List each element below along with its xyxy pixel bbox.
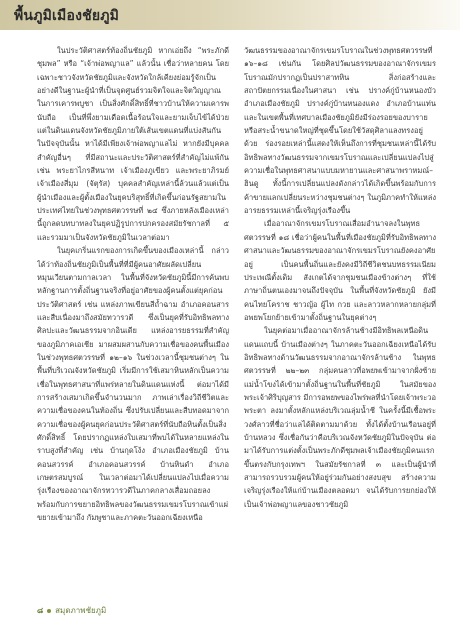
page-footer xyxy=(37,604,106,617)
paragraph: วัฒนธรรมของอาณาจักรเขมรโบราณในช่วงพุทธศตวรรษที่ ๑๖–๑๘ เช่นกัน โดยศิลปวัฒนธรรมของอาณาจักรเขมรโบราณมักปรากฏเป็นปราสาทหิน สิ่งก่อสร้างและสถาปัตยกรรมเนื่องในศาสนา เช่น ปรางค์กู่บ้านหนองบัว อำเภอเมืองชัยภูมิ ปรางค์กู่บ้านหนองแดง อำเภอบ้านแท่น และในเขตพื้นที่เทศบาลเมืองชัยภูมิยังมีร่องรอยของบารายหรือสระน้ำขนาดใหญ่ที่ชุดขึ้นโดยใช้วัสดุศิลาแลงทรงอยู่ด้วย ร่องรอยเหล่านี้แสดงให้เห็นถึงการที่ชุมชนเหล่านี้ได้รับอิทธิพลทางวัฒนธรรมจากเขมรโบราณและเปลี่ยนแปลงไปสู่ความเชื่อในพุทธศาสนาแบบมหายานและศาสนาพราหมณ์–ฮินดู ทั้งนี้การเปลี่ยนแปลงดังกล่าวได้เกิดขึ้นพร้อมกับการค้าขายแลกเปลี่ยนระหว่างชุมชนต่างๆ ในภูมิภาคทำให้แหล่งอารยธรรมเหล่านี้เจริญรุ่งเรืองขึ้น xyxy=(244,46,436,216)
paragraph: ในยุคเกริ่นแรกของการเกิดขึ้นของเมืองเหล่านี้ กล่าวได้ว่าท้องถิ่นชัยภูมิเป็นพื้นที่ที่มีผู้คนอาศัยผลัดเปลี่ยนหมุนเวียนตามกาลเวลา ในพื้นที่จังหวัดชัยภูมินี้มีการค้นพบหลักฐานการตั้งถิ่นฐานจริงที่อยู่อาศัยของผู้คนตั้งแต่ยุคก่อนประวัติศาสตร์ เช่น แหล่งภาพเขียนสีถ้ำฉาม อำเภอคอนสาร และสืบเนื่องมาถึงสมัยทวารวดี ซึ่งเป็นยุคที่รับอิทธิพลทางศิลปะและวัฒนธรรมจากอินเดีย แหล่งอารยธรรมที่สำคัญของภูมิภาคเอเชีย มาผสมผสานกับความเชื่อของคนพื้นเมืองในช่วงพุทธศตวรรษที่ ๑๒–๑๖ ในช่วงเวลานี้ชุมชนต่างๆ ในพื้นที่บริเวณจังหวัดชัยภูมิ เริ่มมีการใช้เสมาหินหลักเป็นความเชื่อในพุทธศาสนาที่แพร่หลายในดินแดนแห่งนี้ ต่อมาได้มีการสร้างเสมาเกิดขึ้นจำนวนมาก ภาพเล่าเรื่องวิถีชีวิตและความเชื่อของคนในท้องถิ่น ซึ่งปรับเปลี่ยนและสืบทอดมาจากความเชื่อของผู้คนยุคก่อนประวัติศาสตร์ที่นับถือหินตั้งเป็นสิ่งศักดิ์สิทธิ์ โดยปรากฏแหล่งใบเสมาที่พบได้ในหลายแหล่งในราบสูงที่สำคัญ เช่น บ้านกุดโง้ง อำเภอเมืองชัยภูมิ บ้านคอนสวรรค์ อำเภอคอนสวรรค์ บ้านหินดำ อำเภอเกษตรสมบูรณ์ ในเวลาต่อมาได้เปลี่ยนแปลงไปเมื่อความรุ่งเรืองของอาณาจักรทวารวดีในภาคกลางเสื่อมถอยลง พร้อมกับการขยายอิทธิพลของวัฒนธรรมเขมรโบราณเข้าแผ่ขยายเข้ามาถึง กัมพูชาและภาคตะวันออกเฉียงเหนือ xyxy=(37,246,229,523)
page-header xyxy=(0,0,460,30)
page-number: ๘ xyxy=(37,606,44,615)
text-column-left xyxy=(37,44,229,592)
paragraph: ในประวัติศาสตร์ท้องถิ่นชัยภูมิ หากเอ่ยถึง “พระภักดีชุมพล” หรือ “เจ้าพ่อพญาแล” แล้วนั้น เชื่อว่าหลายคน โดยเฉพาะชาวจังหวัดชัยภูมิและจังหวัดใกล้เคียงย่อมรู้จักเป็นอย่างดีในฐานะผู้นำที่เป็นจุดศูนย์รวมจิตใจและจิตวิญญาณในการเคารพบูชา เป็นสิ่งศักดิ์สิทธิ์ที่ชาวบ้านให้ความเคารพนับถือ เป็นที่พึ่งยามเดือดเนื้อร้อนใจและยามเจ็บไข้ได้ป่วย แต่ในดินแดนจังหวัดชัยภูมิภายใต้เส้นเขตแดนที่แบ่งสันกันในปัจจุบันนั้น หาได้มีเพียงเจ้าพ่อพญาแลไม่ หากยังมีบุคคลสำคัญอื่นๆ ที่มีสถานะและประวัติศาสตร์ที่สำคัญไม่แพ้กัน เช่น พระยาไกรสีหนาท เจ้าเมืองภูเขียว และพระยาภิรมย์ เจ้าเมืองสี่มุม (จัตุรัส) บุคคลสำคัญเหล่านี้ล้วนแล้วแต่เป็นผู้นำเมืองและผู้ตั้งเมืองในยุคบริสุทธิ์ที่เกิดขึ้นก่อนรัฐสยามในประเทศไทยในช่วงพุทธศตวรรษที่ ๒๔ ซึ่งภายหลังเมืองเหล่านี้ถูกลดบทบาทลงในยุคปฏิรูปการปกครองสมัยรัชกาลที่ ๕ และรวมมาเป็นจังหวัดชัยภูมิในเวลาต่อมา xyxy=(37,46,229,242)
text-column-right xyxy=(244,44,436,592)
paragraph: เมื่ออาณาจักรเขมรโบราณเสื่อมอำนาจลงในพุทธศตวรรษที่ ๑๘ เชื่อว่าผู้คนในพื้นที่เมืองชัยภูมิที่รับอิทธิพลทางศาสนาและวัฒนธรรมของอาณาจักรเขมรโบราณยังคงอาศัยอยู่ เป็นคนพื้นถิ่นและยังคงมีวิถีชีวิตชนบทธรรมเนียมประเพณีตั้งเดิม สังเกตได้จากชุมชนเมืองข้างต่างๆ ที่ใช้ภาษาถิ่นตนเองมาจนถึงปัจจุบัน ในพื้นที่จังหวัดชัยภูมิ ยังมีคนไทยโคราช ชาวญ้อ ผู้ไท กวย และลาวหลากหลายกลุ่มที่อพยพโยกย้ายเข้ามาตั้งถิ่นฐานในยุคต่างๆ xyxy=(244,219,436,322)
publication-label: สมุดภาพชัยภูมิ xyxy=(55,606,107,615)
page-title: พื้นภูมิเมืองชัยภูมิ xyxy=(14,8,120,24)
bullet-dot-icon xyxy=(47,609,51,613)
paragraph: ในยุคต่อมาเมื่ออาณาจักรล้านช้างมีอิทธิพลเหนือดินแดนแถบนี้ บ้านเมืองต่างๆ ในภาคตะวันออกเฉียงเหนือได้รับอิทธิพลทางด้านวัฒนธรรมจากอาณาจักรล้านช้าง ในพุทธศตวรรษที่ ๒๒–๒๓ กลุ่มคนลาวที่อพยพเข้ามาจากฝั่งซ้ายแม่น้ำโขงได้เข้ามาตั้งถิ่นฐานในพื้นที่ชัยภูมิ ในสมัยของพระเจ้าศิริบุญสาร มีการอพยพของไพร่พลที่นำโดยเจ้าพระวอ พระตา ลงมาตั้งหลักแหล่งบริเวณลุ่มน้ำชี ในครั้งนี้มีเชื้อพระวงศ์ลาวที่ชื่อว่าแลได้ติดตามมาด้วย ทั้งได้ตั้งบ้านเรือนอยู่ที่บ้านหลวง ซึ่งเชื่อกันว่าคือบริเวณจังหวัดชัยภูมิในปัจจุบัน ต่อมาได้รับการแต่งตั้งเป็นพระภักดีชุมพลเจ้าเมืองชัยภูมิคนแรก ขึ้นตรงกับกรุงเทพฯ ในสมัยรัชกาลที่ ๓ และเป็นผู้นำที่สามารถรวบรวมผู้คนให้อยู่ร่วมกันอย่างสงบสุข สร้างความเจริญรุ่งเรืองให้แก่บ้านเมืองตลอดมา จนได้รับการยกย่องให้เป็นเจ้าพ่อพญาแลของชาวชัยภูมิ xyxy=(244,326,436,509)
